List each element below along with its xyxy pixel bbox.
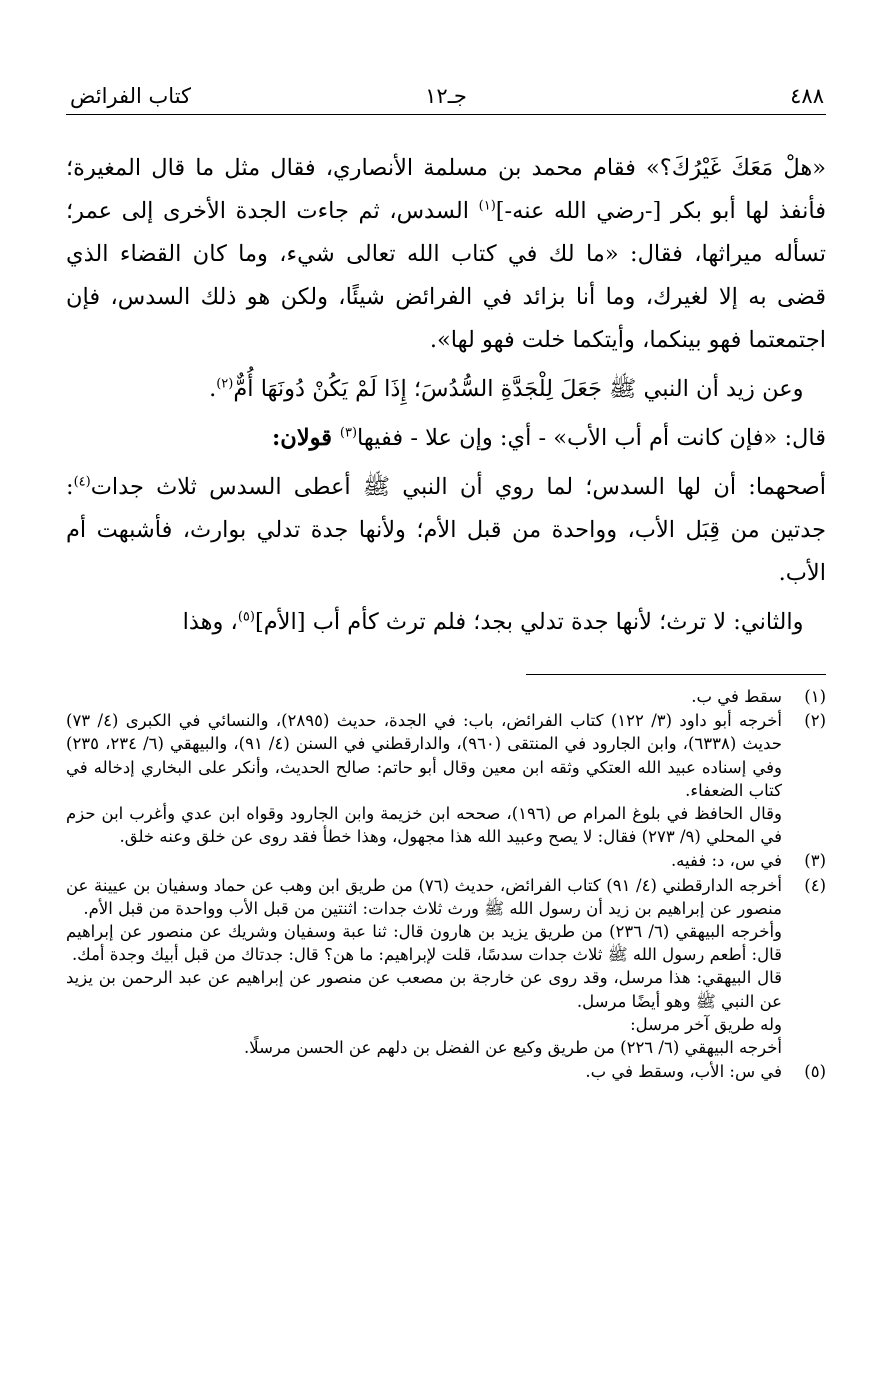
footnote-line: وله طريق آخر مرسل: bbox=[630, 1014, 782, 1034]
footnote-text bbox=[66, 849, 782, 872]
paragraph: والثاني: لا ترث؛ لأنها جدة تدلي بجد؛ فلم ترث كأم أب [الأم]$^{(٥)}$، وهذا bbox=[182, 609, 804, 635]
footnote bbox=[66, 849, 826, 872]
footnote-separator bbox=[526, 674, 826, 675]
footnote bbox=[66, 709, 826, 848]
footnote-line: في س: الأب، وسقط في ب. bbox=[585, 1062, 782, 1082]
footnote-ref[interactable]: (٣) bbox=[339, 425, 358, 441]
footnote-number: (١) bbox=[804, 687, 826, 706]
footnotes bbox=[66, 685, 826, 1083]
footnote-text bbox=[66, 709, 782, 848]
footnote-text bbox=[66, 874, 782, 1060]
footnote-ref[interactable]: (٢) bbox=[216, 376, 234, 392]
footnote-number: (٤) bbox=[804, 875, 826, 895]
footnote-ref[interactable]: (١) bbox=[478, 198, 496, 214]
paragraph: «هلْ مَعَكَ غَيْرُكَ؟» فقام محمد بن مسلمة الأنصاري، فقال مثل ما قال المغيرة؛ فأنفذ لها أبو بكر [-رضي الله عنه-]$^{(١)}$ السدس، ثم جاءت الجدة الأخرى إلى عمر؛ تسأله ميراثها، فقال: «ما لك في كتاب الله تعالى شيء، وما كان القضاء الذي قضى به إلا لغيرك، وما أنا بزائد في الفرائض شيئًا، ولكن هو ذلك السدس، فإن اجتمعتما فهو بينكما، وأيتكما خلت فهو لها». bbox=[66, 155, 826, 353]
footnote-line: أخرجه البيهقي (٦/ ٢٢٦) من طريق وكيع عن الفضل بن دلهم عن الحسن مرسلًا. bbox=[244, 1038, 782, 1058]
page-number: ٤٨٨ bbox=[790, 84, 824, 108]
footnote-line: قال البيهقي: هذا مرسل، وقد روى عن خارجة بن مصعب عن منصور عن إبراهيم عن عبد الرحمن بن يزيد عن النبي ﷺ وهو أيضًا مرسل. bbox=[66, 968, 782, 1011]
footnote-line: وقال الحافظ في بلوغ المرام ص (١٩٦)، صححه ابن خزيمة وابن الجارود وقواه ابن عدي وأغرب ابن حزم في المحلي (٩/ ٢٧٣) فقال: لا يصح وعبيد الله هذا مجهول، وهذا خطأ فقد روى عن خلق وعنه خلق. bbox=[66, 804, 782, 847]
footnote-number: (٣) bbox=[804, 851, 826, 871]
footnote-ref[interactable]: (٤) bbox=[73, 474, 91, 490]
footnote-line: أخرجه أبو داود (٣/ ١٢٢) كتاب الفرائض، باب: في الجدة، حديث (٢٨٩٥)، والنسائي في الكبرى (٤/ ٧٣) حديث (٦٣٣٨)، وابن الجارود في المنتقى (٩٦٠)، والدارقطني في السنن (٤/ ٩١)، والبيهقي (٦/ ٢٣٤، ٢٣٥) وفي إسناده عبيد الله العتكي وثقه ابن معين وقال أبو حاتم: صالح الحديث، وأنكر على البخاري إدخاله في كتاب الضعفاء. bbox=[66, 711, 783, 800]
paragraph: أصحهما: أن لها السدس؛ لما روي أن النبي ﷺ أعطى السدس ثلاث جدات$^{(٤)}$: جدتين من قِبَل الأب، وواحدة من قبل الأم؛ ولأنها جدة تدلي بوارث، فأشبهت أم الأب. bbox=[66, 474, 826, 586]
footnote-text bbox=[66, 1060, 782, 1083]
footnote-ref[interactable]: (٥) bbox=[237, 609, 255, 625]
book-title: كتاب الفرائض bbox=[70, 84, 192, 108]
footnote-number: (٢) bbox=[804, 711, 826, 731]
footnote-line: سقط في ب. bbox=[691, 687, 782, 706]
paragraph: وعن زيد أن النبي ﷺ جَعَلَ لِلْجَدَّةِ السُّدُسَ؛ إِذَا لَمْ يَكُنْ دُونَهَا أُمٌّ$^{(٢)}$. bbox=[209, 376, 804, 402]
footnote bbox=[66, 685, 826, 708]
footnote-line: وأخرجه البيهقي (٦/ ٢٣٦) من طريق يزيد بن هارون قال: ثنا عبة وسفيان وشريك عن منصور عن إبراهيم قال: أطعم رسول الله ﷺ ثلاث جدات سدسًا، قلت لإبراهيم: ما هن؟ قال: جدتاك من قبل أبيك وجدة أمك. bbox=[66, 922, 782, 965]
paragraph: قال: «فإن كانت أم أب الأب» - أي: وإن علا - ففيها$^{(٣)}$ قولان: bbox=[272, 425, 826, 451]
page-header bbox=[66, 78, 826, 115]
footnote bbox=[66, 1060, 826, 1083]
footnote-line: في س، د: ففيه. bbox=[670, 851, 782, 871]
main-text bbox=[66, 147, 826, 644]
footnote-line: أخرجه الدارقطني (٤/ ٩١) كتاب الفرائض، حديث (٧٦) من طريق ابن وهب عن حماد وسفيان بن عيينة عن منصور عن إبراهيم بن زيد أن رسول الله ﷺ ورث ثلاث جدات: اثنتين من قبل الأب وواحدة من قبل الأم. bbox=[66, 875, 782, 918]
footnote-number: (٥) bbox=[804, 1062, 826, 1082]
footnote-text bbox=[66, 685, 782, 708]
book-page bbox=[66, 78, 826, 1084]
volume-label: جـ١٢ bbox=[425, 84, 467, 108]
footnote bbox=[66, 874, 826, 1060]
